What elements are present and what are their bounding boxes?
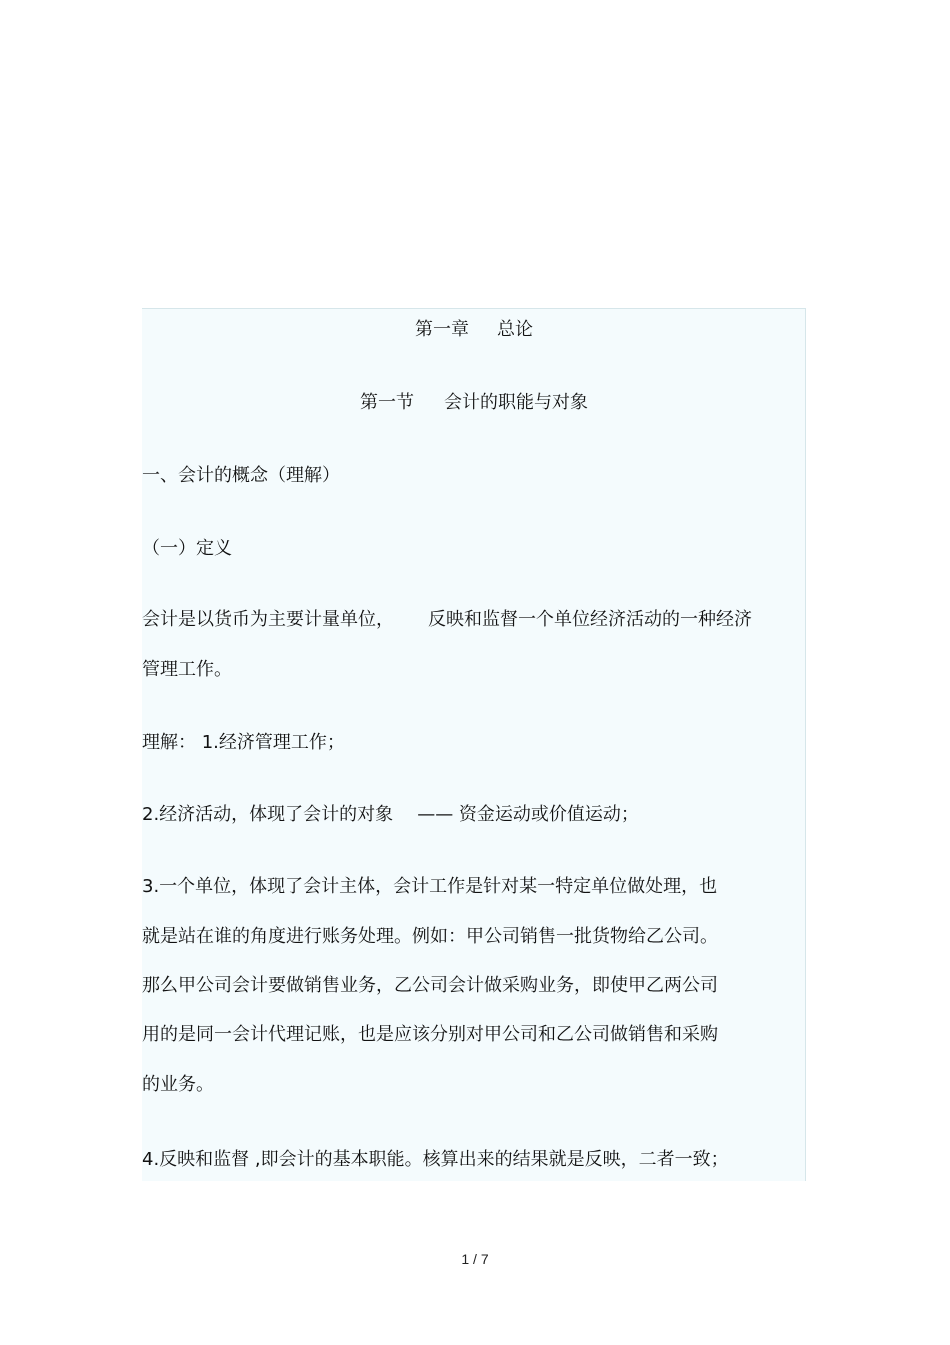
heading-concept: 一、会计的概念（理解） (142, 465, 340, 486)
point-2-part-2: —— 资金运动或价值运动； (417, 804, 639, 825)
point-3-line-2: 就是站在谁的角度进行账务处理。例如：甲公司销售一批货物给乙公司。 (142, 926, 718, 947)
point-2 (142, 803, 639, 827)
point-3-line-1: 3.一个单位，体现了会计主体，会计工作是针对某一特定单位做处理，也 (142, 876, 718, 897)
section-name: 会计的职能与对象 (444, 392, 588, 413)
definition-line-2: 管理工作。 (142, 659, 232, 680)
chapter-title (142, 318, 806, 342)
definition-part-1: 会计是以货币为主要计量单位， (142, 609, 394, 630)
point-3-line-3: 那么甲公司会计要做销售业务，乙公司会计做采购业务，即使甲乙两公司 (142, 975, 718, 996)
section-title (142, 391, 806, 415)
definition-part-2: 反映和监督一个单位经济活动的一种经济 (428, 609, 752, 630)
point-4: 4.反映和监督 ,即会计的基本职能。核算出来的结果就是反映，二者一致； (142, 1149, 729, 1170)
definition-line-1 (142, 608, 752, 632)
page-number: 1 / 7 (461, 1251, 489, 1267)
subheading-definition: （一）定义 (142, 538, 232, 559)
point-3-line-5: 的业务。 (142, 1074, 214, 1095)
section-label: 第一节 (360, 392, 414, 413)
point-2-part-1: 2.经济活动，体现了会计的对象 (142, 804, 394, 825)
point-1: 理解： 1.经济管理工作； (142, 732, 345, 753)
point-3-line-4: 用的是同一会计代理记账，也是应该分别对甲公司和乙公司做销售和采购 (142, 1024, 718, 1045)
chapter-name: 总论 (497, 319, 533, 340)
chapter-label: 第一章 (415, 319, 469, 340)
